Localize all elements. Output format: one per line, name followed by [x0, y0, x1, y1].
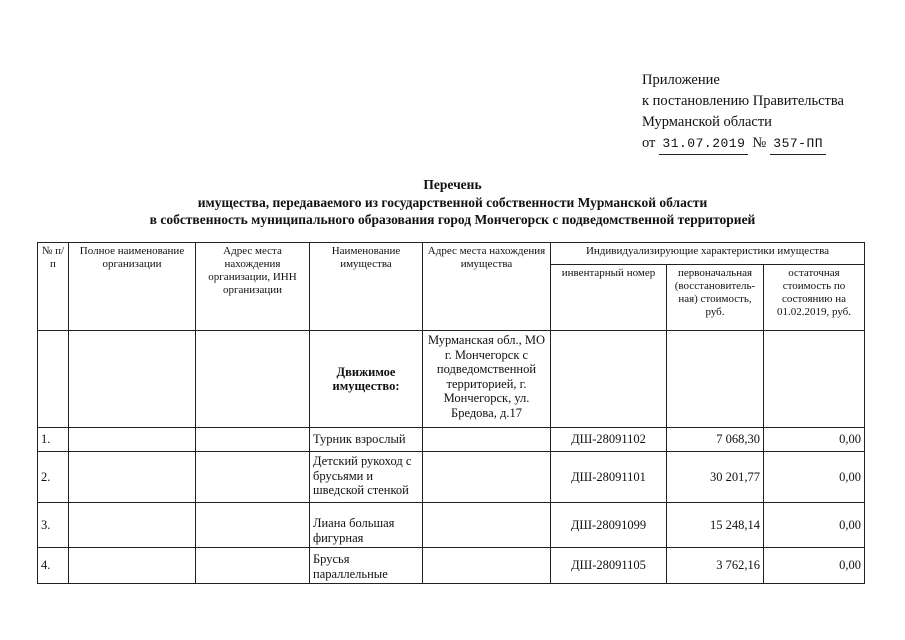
- row-inventory: ДШ-28091105: [551, 548, 667, 584]
- header-property-address: Адрес места нахождения имущества: [423, 243, 551, 331]
- row-org-address: [196, 452, 310, 503]
- row-residual-cost: 0,00: [764, 452, 865, 503]
- row-num: 3.: [38, 503, 69, 548]
- header-inventory: инвентарный номер: [551, 265, 667, 331]
- row-property-name: Лиана большая фигурная: [310, 503, 423, 548]
- row-residual-cost: 0,00: [764, 503, 865, 548]
- row-num: 2.: [38, 452, 69, 503]
- table-row: [38, 503, 865, 548]
- group-cell-inventory: [551, 331, 667, 428]
- row-property-address: [423, 548, 551, 584]
- row-org: [69, 503, 196, 548]
- group-row: [38, 331, 865, 428]
- row-num: 1.: [38, 428, 69, 452]
- appendix-line-3: Мурманской области: [642, 114, 772, 130]
- group-cell-residual: [764, 331, 865, 428]
- title-line-1: Перечень: [423, 177, 482, 192]
- appendix-block: [642, 70, 844, 155]
- header-property-name: Наименование имущества: [310, 243, 423, 331]
- document-title: [0, 176, 905, 229]
- row-org-address: [196, 428, 310, 452]
- row-property-name: Турник взрослый: [310, 428, 423, 452]
- appendix-line-1: Приложение: [642, 72, 720, 88]
- row-org-address: [196, 503, 310, 548]
- table-row: [38, 452, 865, 503]
- row-property-address: [423, 452, 551, 503]
- header-num: № п/п: [38, 243, 69, 331]
- row-inventory: ДШ-28091099: [551, 503, 667, 548]
- row-property-name: Детский рукоход с брусьями и шведской стенкой: [310, 452, 423, 503]
- number-prefix: №: [752, 135, 767, 151]
- row-num: 4.: [38, 548, 69, 584]
- row-org: [69, 548, 196, 584]
- row-initial-cost: 15 248,14: [667, 503, 764, 548]
- table-row: [38, 548, 865, 584]
- row-initial-cost: 30 201,77: [667, 452, 764, 503]
- date-value: 31.07.2019: [659, 133, 748, 155]
- row-initial-cost: 7 068,30: [667, 428, 764, 452]
- row-initial-cost: 3 762,16: [667, 548, 764, 584]
- header-org-name: Полное наименование организации: [69, 243, 196, 331]
- group-property-name: Движимое имущество:: [310, 331, 423, 428]
- header-residual-cost: остаточная стоимость по состоянию на 01.02.2019, руб.: [764, 265, 865, 331]
- row-inventory: ДШ-28091101: [551, 452, 667, 503]
- row-residual-cost: 0,00: [764, 548, 865, 584]
- appendix-date-row: [642, 133, 844, 155]
- number-value: 357-ПП: [770, 133, 826, 155]
- group-cell-num: [38, 331, 69, 428]
- row-property-name: Брусья параллельные: [310, 548, 423, 584]
- header-org-address: Адрес места нахождения организации, ИНН организации: [196, 243, 310, 331]
- group-cell-initial: [667, 331, 764, 428]
- table-row: [38, 428, 865, 452]
- row-org: [69, 452, 196, 503]
- row-org-address: [196, 548, 310, 584]
- property-table: [37, 242, 865, 584]
- row-org: [69, 428, 196, 452]
- date-prefix: от: [642, 135, 656, 151]
- row-property-address: [423, 428, 551, 452]
- header-characteristics: Индивидуализирующие характеристики имущества: [551, 243, 865, 265]
- group-property-address: Мурманская обл., МО г. Мончегорск с подведомственной территорией, г. Мончегорск, ул. Бредова, д.17: [423, 331, 551, 428]
- appendix-line-2: к постановлению Правительства: [642, 93, 844, 109]
- title-line-3: в собственность муниципального образования город Мончегорск с подведомственной территорией: [149, 212, 756, 227]
- group-cell-org: [69, 331, 196, 428]
- title-line-2: имущества, передаваемого из государственной собственности Мурманской области: [197, 194, 708, 210]
- row-property-address: [423, 503, 551, 548]
- header-row-1: [38, 243, 865, 265]
- group-cell-org-address: [196, 331, 310, 428]
- header-initial-cost: первоначальная (восстановитель-ная) стоимость, руб.: [667, 265, 764, 331]
- row-inventory: ДШ-28091102: [551, 428, 667, 452]
- row-residual-cost: 0,00: [764, 428, 865, 452]
